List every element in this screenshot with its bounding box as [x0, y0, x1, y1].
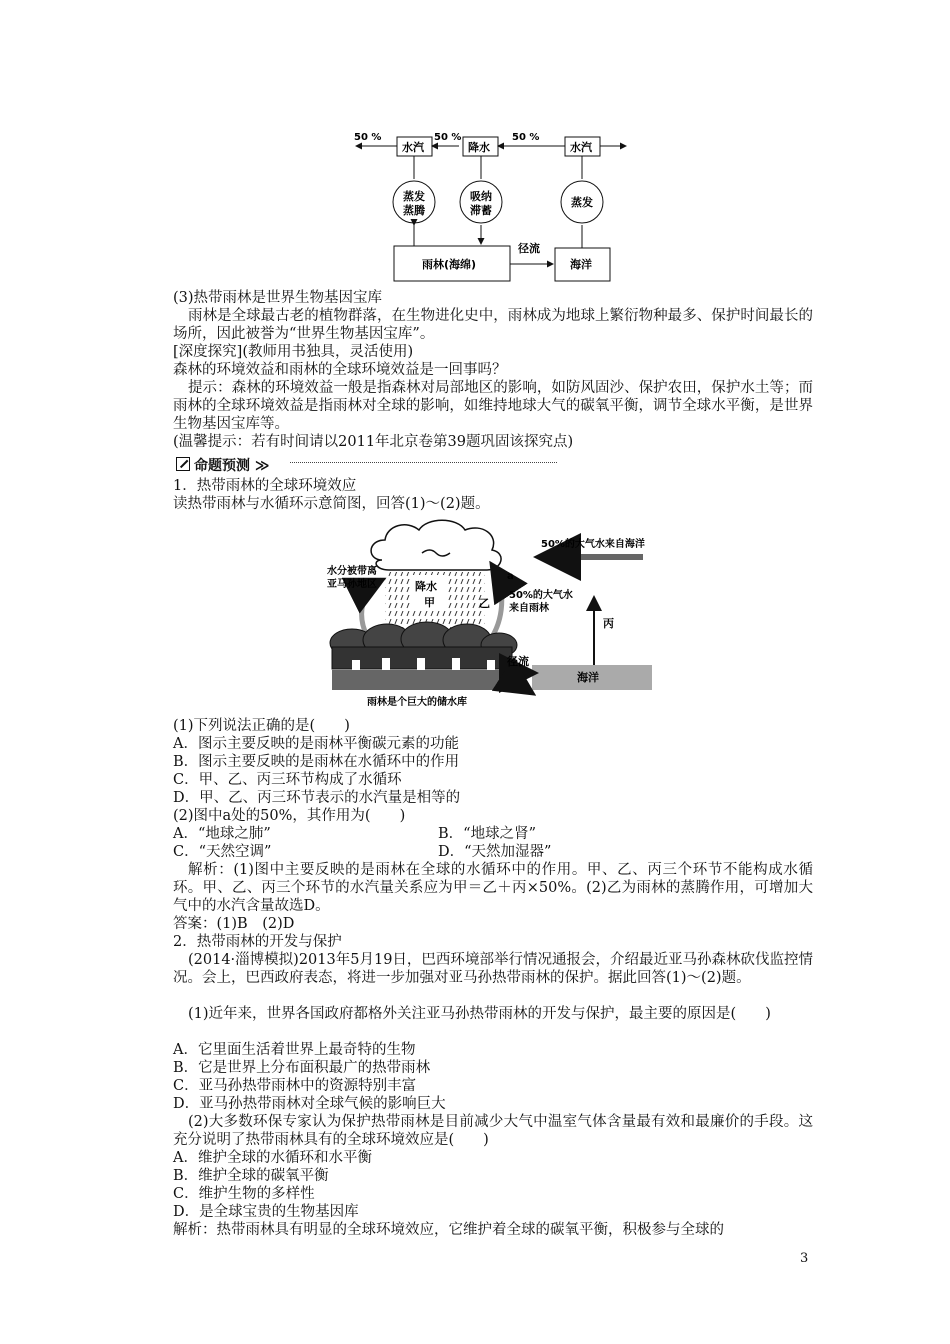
deep-inquiry-question: 森林的环境效益和雨林的全球环境效益是一回事吗？: [173, 362, 507, 378]
q2-2-option-b: B．维护全球的碳氧平衡: [173, 1168, 329, 1184]
svg-text:海洋: 海洋: [570, 258, 592, 271]
q1-2-option-b: B．“地球之肾”: [438, 826, 536, 842]
svg-text:雨林(海绵): 雨林(海绵): [422, 258, 477, 271]
jia-label: 甲: [424, 596, 435, 609]
forest-source-label-2: 来自雨林: [509, 603, 549, 614]
runoff-label: 径流: [507, 655, 529, 668]
pct-left: 50 %: [354, 132, 382, 143]
q2-analysis: 解析：热带雨林具有明显的全球环境效应，它维护着全球的碳氧平衡，积极参与全球的: [173, 1222, 724, 1238]
rain-label: 降水: [415, 580, 437, 593]
q2-1-stem: (1)近年来，世界各国政府都格外关注亚马孙热带雨林的开发与保护，最主要的原因是( ): [188, 1006, 771, 1022]
q1-intro: 读热带雨林与水循环示意简图，回答(1)～(2)题。: [173, 496, 490, 512]
tip-note: (温馨提示：若有时间请以2011年北京卷第39题巩固该探究点): [173, 434, 574, 450]
q1-1-option-a: A．图示主要反映的是雨林平衡碳元素的功能: [173, 736, 459, 752]
q1-1-stem: (1)下列说法正确的是( ): [173, 718, 350, 734]
a-mark: a: [507, 571, 514, 582]
svg-text:水汽: 水汽: [402, 141, 424, 154]
rainforest-water-cycle-illustration: [327, 515, 657, 707]
q1-title: 1．热带雨林的全球环境效应: [173, 478, 357, 494]
header-dotted-divider: [290, 462, 557, 463]
q2-title: 2．热带雨林的开发与保护: [173, 934, 342, 950]
water-cycle-flow-diagram: [350, 126, 635, 288]
pen-icon: [176, 457, 190, 471]
bing-label: 丙: [603, 617, 614, 630]
q1-1-option-c: C．甲、乙、丙三环节构成了水循环: [173, 772, 402, 788]
svg-text:蒸发: 蒸发: [403, 190, 425, 203]
q1-1-option-b: B．图示主要反映的是雨林在水循环中的作用: [173, 754, 460, 770]
deep-inquiry-answer: 提示：森林的环境效益一般是指森林对局部地区的影响，如防风固沙、保护农田，保护水土等；而雨林的全球环境效益是指雨林对全球的影响，如维持地球大气的碳氧平衡，调节全球水平衡，是世界生物基因宝库等。: [173, 380, 813, 432]
svg-text:水汽: 水汽: [570, 141, 592, 154]
carried-away-label-2: 亚马孙地区: [327, 579, 377, 590]
yi-label: 乙: [479, 597, 490, 610]
q1-2-option-d: D．“天然加湿器”: [438, 844, 552, 860]
q1-answer: 答案：(1)B (2)D: [173, 916, 295, 932]
q2-2-stem: (2)大多数环保专家认为保护热带雨林是目前减少大气中温室气体含量最有效和最廉价的手段。这充分说明了热带雨林具有的全球环境效应是( ): [173, 1114, 813, 1148]
svg-text:降水: 降水: [468, 141, 490, 154]
q2-intro: (2014·淄博模拟)2013年5月19日，巴西环境部举行情况通报会，介绍最近亚马孙森林砍伐监控情况。会上，巴西政府表态，将进一步加强对亚马孙热带雨林的保护。据此回答(1)～(2)题。: [173, 952, 813, 986]
q2-1-option-a: A．它里面生活着世界上最奇特的生物: [173, 1042, 416, 1058]
q1-2-stem: (2)图中a处的50%，其作用为( ): [173, 808, 406, 824]
q1-2-option-c: C．“天然空调”: [173, 844, 272, 860]
q2-2-option-c: C．维护生物的多样性: [173, 1186, 315, 1202]
svg-text:径流: 径流: [518, 242, 540, 255]
pct-mid: 50 %: [434, 132, 462, 143]
cloud: [371, 520, 501, 570]
q2-2-option-a: A．维护全球的水循环和水平衡: [173, 1150, 372, 1166]
page-number: 3: [800, 1251, 809, 1266]
q2-1-option-b: B．它是世界上分布面积最广的热带雨林: [173, 1060, 431, 1076]
svg-text:蒸腾: 蒸腾: [403, 204, 425, 217]
q1-2-option-a: A．“地球之肺”: [173, 826, 271, 842]
deep-inquiry-title: [深度探究](教师用书独具，灵活使用): [173, 344, 414, 360]
q2-2-option-d: D．是全球宝贵的生物基因库: [173, 1204, 359, 1220]
svg-text:蒸发: 蒸发: [571, 196, 593, 209]
section3-text: 雨林是全球最古老的植物群落，在生物进化史中，雨林成为地球上繁衍物种最多、保护时间最长的场所，因此被誉为“世界生物基因宝库”。: [173, 308, 813, 342]
q1-1-option-d: D．甲、乙、丙三环节表示的水汽量是相等的: [173, 790, 461, 806]
ocean-label: 海洋: [577, 671, 599, 684]
section-header: 命题预测 ≫: [176, 455, 270, 475]
diagram-caption: 雨林是个巨大的储水库: [367, 697, 467, 707]
q2-1-option-c: C．亚马孙热带雨林中的资源特别丰富: [173, 1078, 417, 1094]
pct-right: 50 %: [512, 132, 540, 143]
carried-away-label-1: 水分被带离: [327, 566, 377, 577]
q1-analysis: 解析：(1)图中主要反映的是雨林在全球的水循环中的作用。甲、乙、丙三个环节不能构成水循环。甲、乙、丙三个环节的水汽量关系应为甲＝乙＋丙×50%。(2)乙为雨林的蒸腾作用，可增加大气中的水汽含量故选D。: [173, 862, 813, 914]
svg-text:吸纳: 吸纳: [470, 190, 492, 203]
forest-source-label-1: 50%的大气水: [509, 590, 573, 601]
section3-title: (3)热带雨林是世界生物基因宝库: [173, 290, 383, 306]
svg-text:滞蓄: 滞蓄: [470, 204, 492, 217]
ocean-source-label: 50%的大气水来自海洋: [541, 539, 645, 550]
q2-1-option-d: D．亚马孙热带雨林对全球气候的影响巨大: [173, 1096, 446, 1112]
